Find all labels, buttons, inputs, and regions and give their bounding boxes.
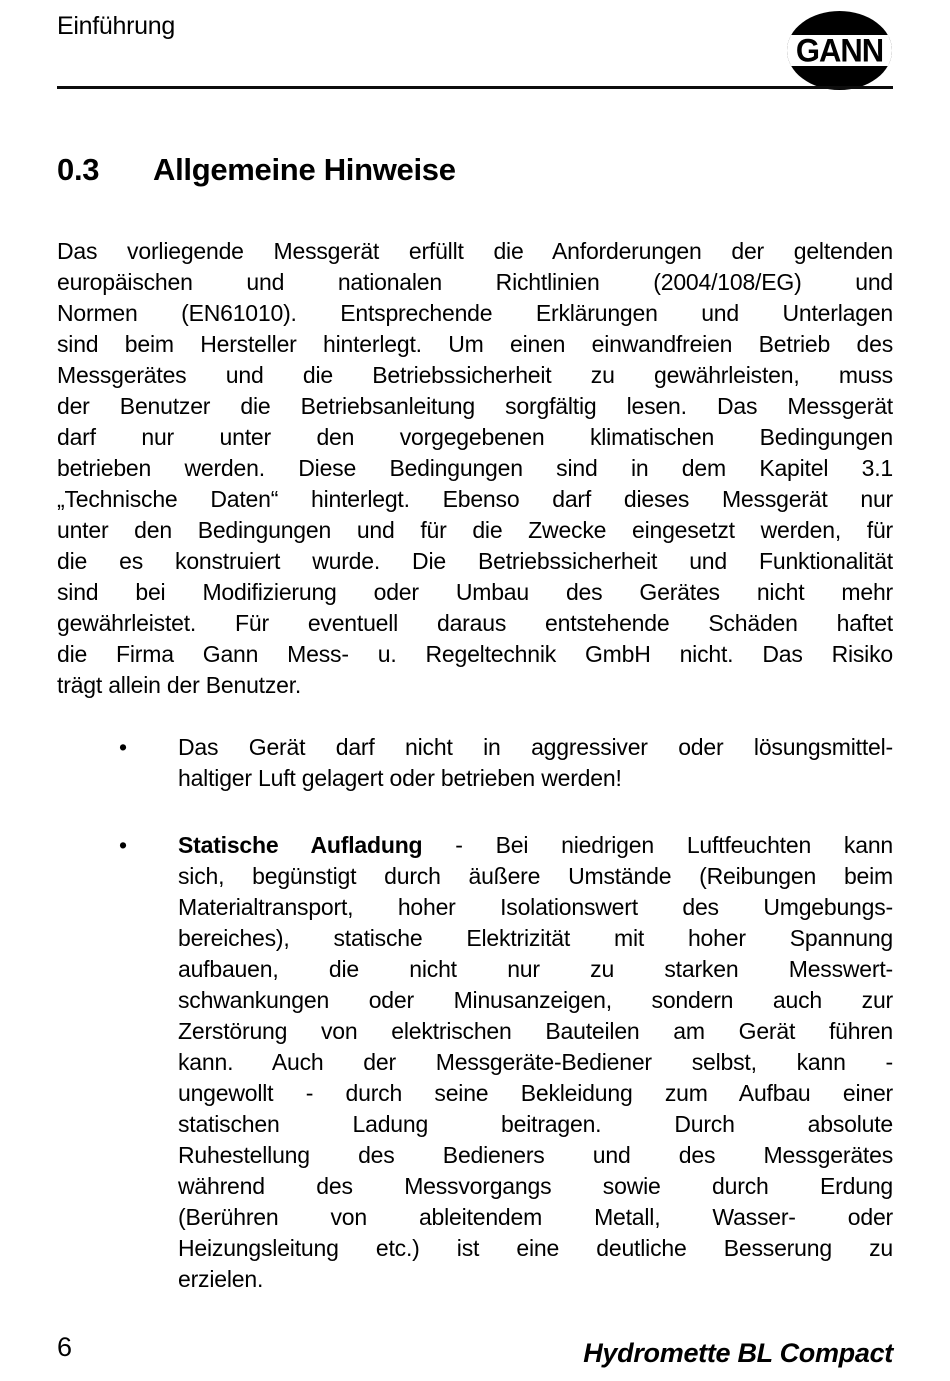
text-line: betrieben werden. Diese Bedingungen sind in dem Kapitel 3.1 [57,455,893,481]
text-line: Normen (EN61010). Entsprechende Erklärungen und Unterlagen [57,300,893,326]
text-line: sich, begünstigt durch äußere Umstände (Reibungen beim [178,863,893,889]
bullet-bold-lead: Statische Aufladung [178,832,423,858]
text-line: erzielen. [178,1266,264,1292]
text-line: sind beim Hersteller hinterlegt. Um einen einwandfreien Betrieb des [57,331,893,357]
text-line: die es konstruiert wurde. Die Betriebssicherheit und Funktionalität [57,548,893,574]
text-line: trägt allein der Benutzer. [57,672,302,698]
footer-doc-title: Hydromette BL Compact [583,1338,893,1368]
header-rule [57,86,893,89]
section-title [57,152,456,188]
text-line: ungewollt - durch seine Bekleidung zum Aufbau einer [178,1080,893,1106]
text-line: statischen Ladung beitragen. Durch absolute [178,1111,893,1137]
text-line: Ruhestellung des Bedieners und des Messgerätes [178,1142,893,1168]
text-line: kann. Auch der Messgeräte-Bediener selbst, kann - [178,1049,893,1075]
text-line: Das vorliegende Messgerät erfüllt die Anforderungen der geltenden [57,238,893,264]
text-line: bereiches), statische Elektrizität mit hoher Spannung [178,925,893,951]
text-line: „Technische Daten“ hinterlegt. Ebenso darf dieses Messgerät nur [57,486,893,512]
bullet-icon: • [119,832,128,858]
section-title-text: Allgemeine Hinweise [153,152,456,187]
bullet-first-line-rest: - Bei niedrigen Luftfeuchten kann [422,832,893,858]
gann-logo [787,11,892,90]
header-section-label: Einführung [57,12,175,40]
section-number: 0.3 [57,152,100,187]
list-item [57,830,893,1295]
text-line: Zerstörung von elektrischen Bauteilen am Gerät führen [178,1018,893,1044]
text-line: sind bei Modifizierung oder Umbau des Gerätes nicht mehr [57,579,893,605]
text-line: Heizungsleitung etc.) ist eine deutliche Besserung zu [178,1235,893,1261]
page-number: 6 [57,1332,73,1362]
text-line: während des Messvorgangs sowie durch Erdung [178,1173,893,1199]
text-line: (Berühren von ableitendem Metall, Wasser- oder [178,1204,893,1230]
intro-paragraph [57,236,893,701]
text-line: europäischen und nationalen Richtlinien (2004/108/EG) und [57,269,893,295]
gann-logo-text: GANN [795,32,884,69]
text-line [178,830,893,861]
bullet-list [57,732,893,1295]
text-line: darf nur unter den vorgegebenen klimatischen Bedingungen [57,424,893,450]
text-line: gewährleistet. Für eventuell daraus entstehende Schäden haftet [57,610,893,636]
text-line: Das Gerät darf nicht in aggressiver oder lösungsmittel- [178,734,893,760]
gann-logo-band [787,32,892,69]
list-item [57,732,893,794]
text-line: die Firma Gann Mess- u. Regeltechnik GmbH nicht. Das Risiko [57,641,893,667]
text-line: schwankungen oder Minusanzeigen, sondern auch zur [178,987,893,1013]
text-line: der Benutzer die Betriebsanleitung sorgfältig lesen. Das Messgerät [57,393,893,419]
text-line: aufbauen, die nicht nur zu starken Messwert- [178,956,893,982]
bullet-text [178,830,893,1295]
bullet-icon: • [119,734,128,760]
text-line: haltiger Luft gelagert oder betrieben werden! [178,765,622,791]
bullet-text [178,732,893,794]
text-line: Messgerätes und die Betriebssicherheit zu gewährleisten, muss [57,362,893,388]
text-line: unter den Bedingungen und für die Zwecke eingesetzt werden, für [57,517,893,543]
text-line: Materialtransport, hoher Isolationswert des Umgebungs- [178,894,893,920]
